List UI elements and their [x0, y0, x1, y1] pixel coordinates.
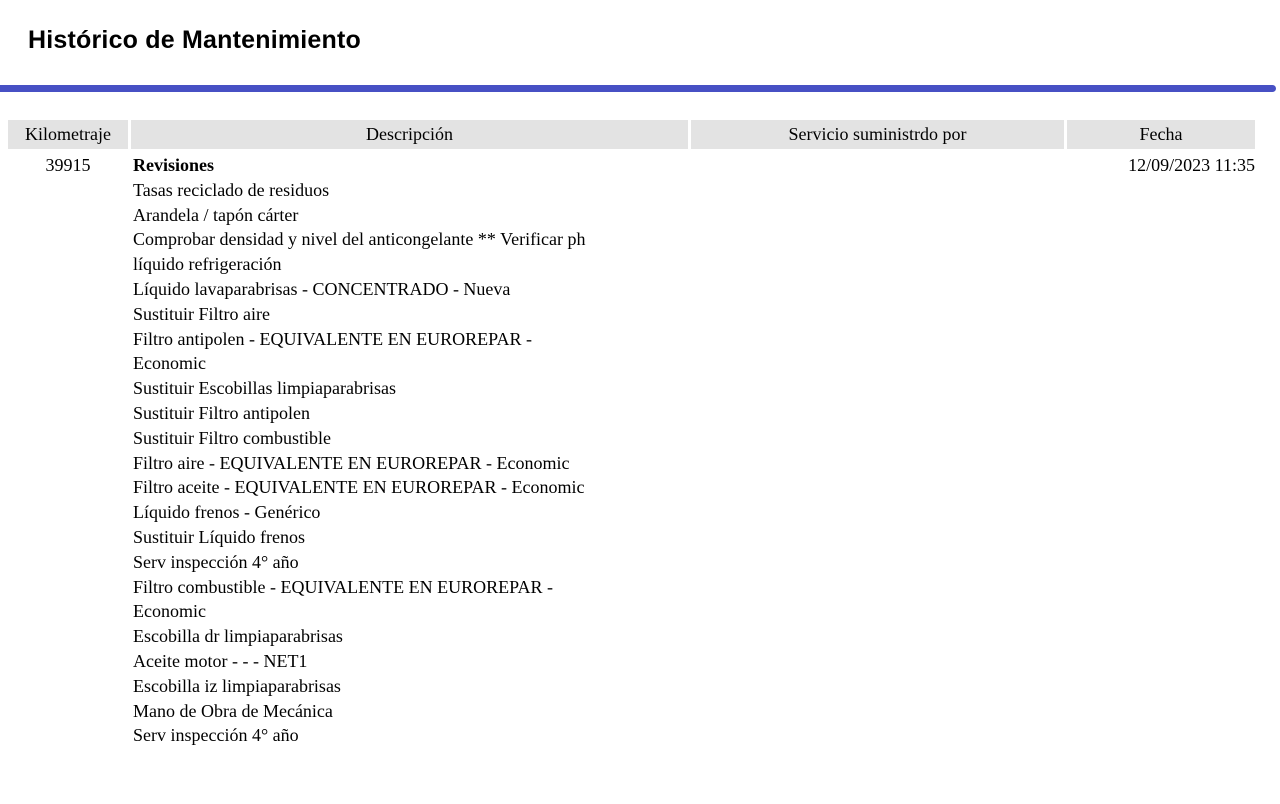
description-line: Economic	[133, 353, 206, 374]
column-header-descripcion: Descripción	[131, 120, 688, 149]
description-line: Sustituir Líquido frenos	[133, 526, 305, 547]
description-line: Comprobar densidad y nivel del anticongelante ** Verificar ph	[133, 229, 586, 250]
title-divider	[0, 85, 1276, 92]
description-line: Sustituir Escobillas limpiaparabrisas	[133, 378, 396, 399]
description-line: Tasas reciclado de residuos	[133, 179, 330, 200]
description-line: Sustituir Filtro antipolen	[133, 402, 311, 423]
description-line: Filtro aire - EQUIVALENTE EN EUROREPAR - Economic	[133, 452, 570, 473]
maintenance-history-table	[5, 120, 1258, 748]
description-line: Serv inspección 4° año	[133, 551, 299, 572]
column-header-kilometraje: Kilometraje	[8, 120, 128, 149]
description-line: Filtro aceite - EQUIVALENTE EN EUROREPAR - Economic	[133, 477, 585, 498]
description-line: Economic	[133, 601, 206, 622]
description-line: Escobilla dr limpiaparabrisas	[133, 626, 343, 647]
description-line: Mano de Obra de Mecánica	[133, 700, 333, 721]
description-line: Serv inspección 4° año	[133, 725, 299, 746]
section-title: Revisiones	[133, 155, 214, 175]
description-line: Escobilla iz limpiaparabrisas	[133, 675, 341, 696]
description-line: Sustituir Filtro aire	[133, 303, 270, 324]
fecha-cell: 12/09/2023 11:35	[1128, 155, 1255, 175]
descripcion-cell	[131, 149, 688, 748]
column-header-fecha: Fecha	[1067, 120, 1255, 149]
servicio-cell	[691, 149, 1064, 748]
description-line: líquido refrigeración	[133, 254, 282, 275]
description-line: Filtro antipolen - EQUIVALENTE EN EUROREPAR -	[133, 328, 532, 349]
description-line: Líquido frenos - Genérico	[133, 502, 321, 523]
table-header-row	[8, 120, 1255, 149]
page-title: Histórico de Mantenimiento	[28, 26, 362, 54]
description-line: Líquido lavaparabrisas - CONCENTRADO - Nueva	[133, 278, 511, 299]
kilometraje-cell: 39915	[45, 155, 91, 175]
table-row	[8, 149, 1255, 748]
column-header-servicio: Servicio suministrdo por	[691, 120, 1064, 149]
description-line: Arandela / tapón cárter	[133, 204, 299, 225]
description-line: Aceite motor - - - NET1	[133, 650, 308, 671]
description-line: Filtro combustible - EQUIVALENTE EN EUROREPAR -	[133, 576, 553, 597]
description-line: Sustituir Filtro combustible	[133, 427, 332, 448]
description-lines	[133, 178, 688, 748]
